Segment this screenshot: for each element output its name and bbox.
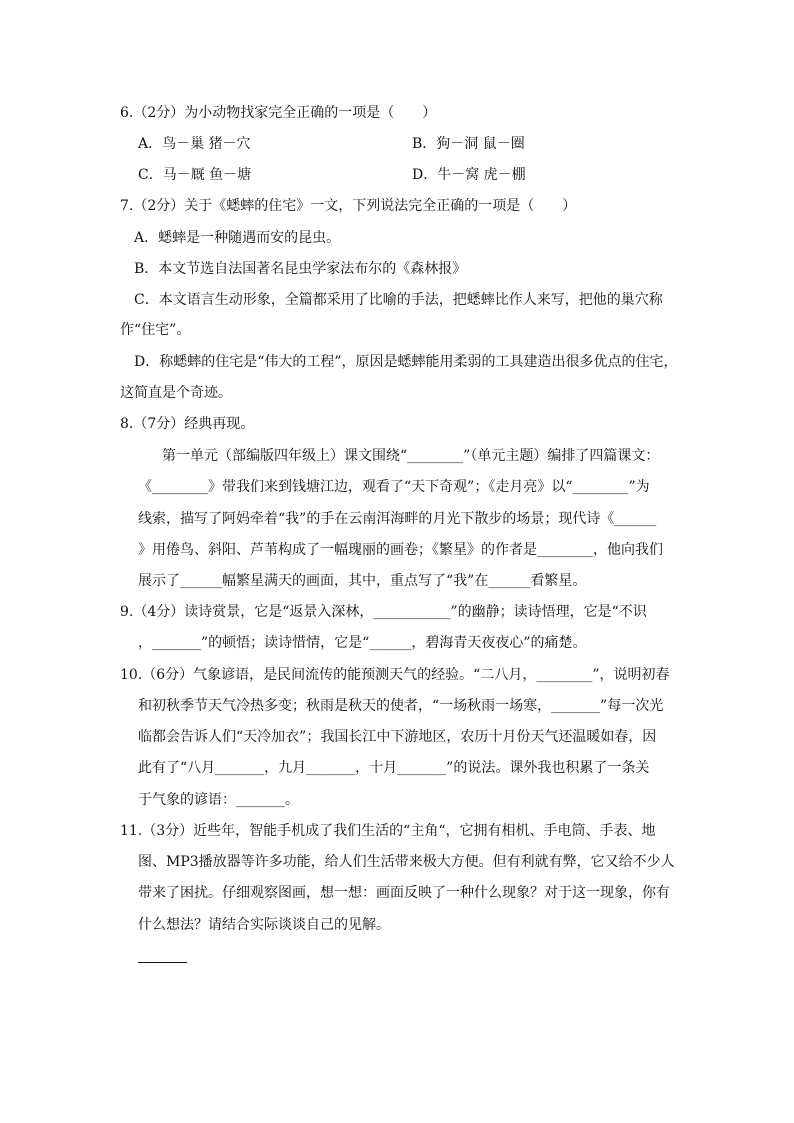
question-7-option-c-cont: 作“住宅”。	[120, 322, 191, 338]
question-11-line: 什么想法？请结合实际谈谈自己的见解。	[138, 917, 390, 933]
question-8-line: 》用倦鸟、斜阳、芦苇构成了一幅瑰丽的画卷；《繁星》的作者是________，他向我们	[138, 542, 663, 558]
question-10-line: 此有了“八月_______，九月_______，十月_______”的说法。课外我也积累了一条关	[138, 760, 650, 776]
question-7-option-a[interactable]: A．蟋蟀是一种随遇而安的昆虫。	[134, 230, 341, 246]
question-7-stem: 7.（2分）关于《蟋蟀的住宅》一文，下列说法完全正确的一项是（ ）	[120, 198, 577, 214]
question-11-line: 11.（3分）近些年，智能手机成了我们生活的“主角“，它拥有相机、手电筒、手表、地	[120, 823, 656, 839]
question-8-line: 第一单元（部编版四年级上）课文围绕“________”（单元主题）编排了四篇课文：	[162, 448, 660, 464]
question-8-line: 展示了______幅繁星满天的画面，其中，重点写了“我”在______看繁星。	[138, 573, 587, 589]
question-6-option-d[interactable]: D．牛－窝 虎－棚	[412, 167, 526, 183]
question-6-stem: 6.（2分）为小动物找家完全正确的一项是（ ）	[120, 105, 437, 121]
question-7-option-c[interactable]: C．本文语言生动形象，全篇都采用了比喻的手法，把蟋蟀比作人来写，把他的巢穴称	[134, 292, 663, 308]
question-9-line: ，_______”的顿悟；读诗惜情，它是“______，碧海青天夜夜心”的痛楚。	[138, 635, 587, 651]
question-10-line: 临都会告诉人们“天冷加衣”；我国长江中下游地区，农历十月份天气还温暖如春，因	[138, 729, 657, 745]
question-9-line: 9.（4分）读诗赏景，它是“返景入深林，___________”的幽静；读诗悟理，它是“不识	[120, 604, 647, 620]
question-7-option-d[interactable]: D．称蟋蟀的住宅是“伟大的工程”，原因是蟋蟀能用柔弱的工具建造出很多优点的住宅，	[134, 354, 678, 370]
question-6-option-a[interactable]: A．鸟－巢 猪－穴	[138, 136, 251, 152]
question-11-line: 带来了困扰。仔细观察图画，想一想：画面反映了一种什么现象？对于这一现象，你有	[138, 885, 670, 901]
question-8-stem: 8.（7分）经典再现。	[120, 416, 255, 432]
question-11-line: 图、MP3播放器等许多功能，给人们生活带来极大方便。但有利就有弊，它又给不少人	[138, 854, 675, 870]
question-10-line: 于气象的谚语：_______。	[138, 792, 299, 808]
question-7-option-d-cont: 这简直是个奇迹。	[120, 385, 232, 401]
question-6-option-c[interactable]: C．马－厩 鱼－塘	[138, 167, 252, 183]
answer-blank-line[interactable]	[138, 962, 187, 963]
question-6-option-b[interactable]: B．狗－洞 鼠－圈	[412, 136, 525, 152]
question-8-line: 《________》带我们来到钱塘江边，观看了“天下奇观”；《走月亮》以“________”为	[138, 479, 650, 495]
question-10-line: 和初秋季节天气冷热多变；秋雨是秋天的使者，“一场秋雨一场寒，_______”每一次光	[138, 698, 664, 714]
question-7-option-b[interactable]: B．本文节选自法国著名昆虫学家法布尔的《森林报》	[134, 261, 467, 277]
question-8-line: 线索，描写了阿妈牵着“我”的手在云南洱海畔的月光下散步的场景；现代诗《______	[138, 511, 657, 527]
question-10-line: 10.（6分）气象谚语，是民间流传的能预测天气的经验。“二八月，________”，说明初春	[120, 667, 670, 683]
